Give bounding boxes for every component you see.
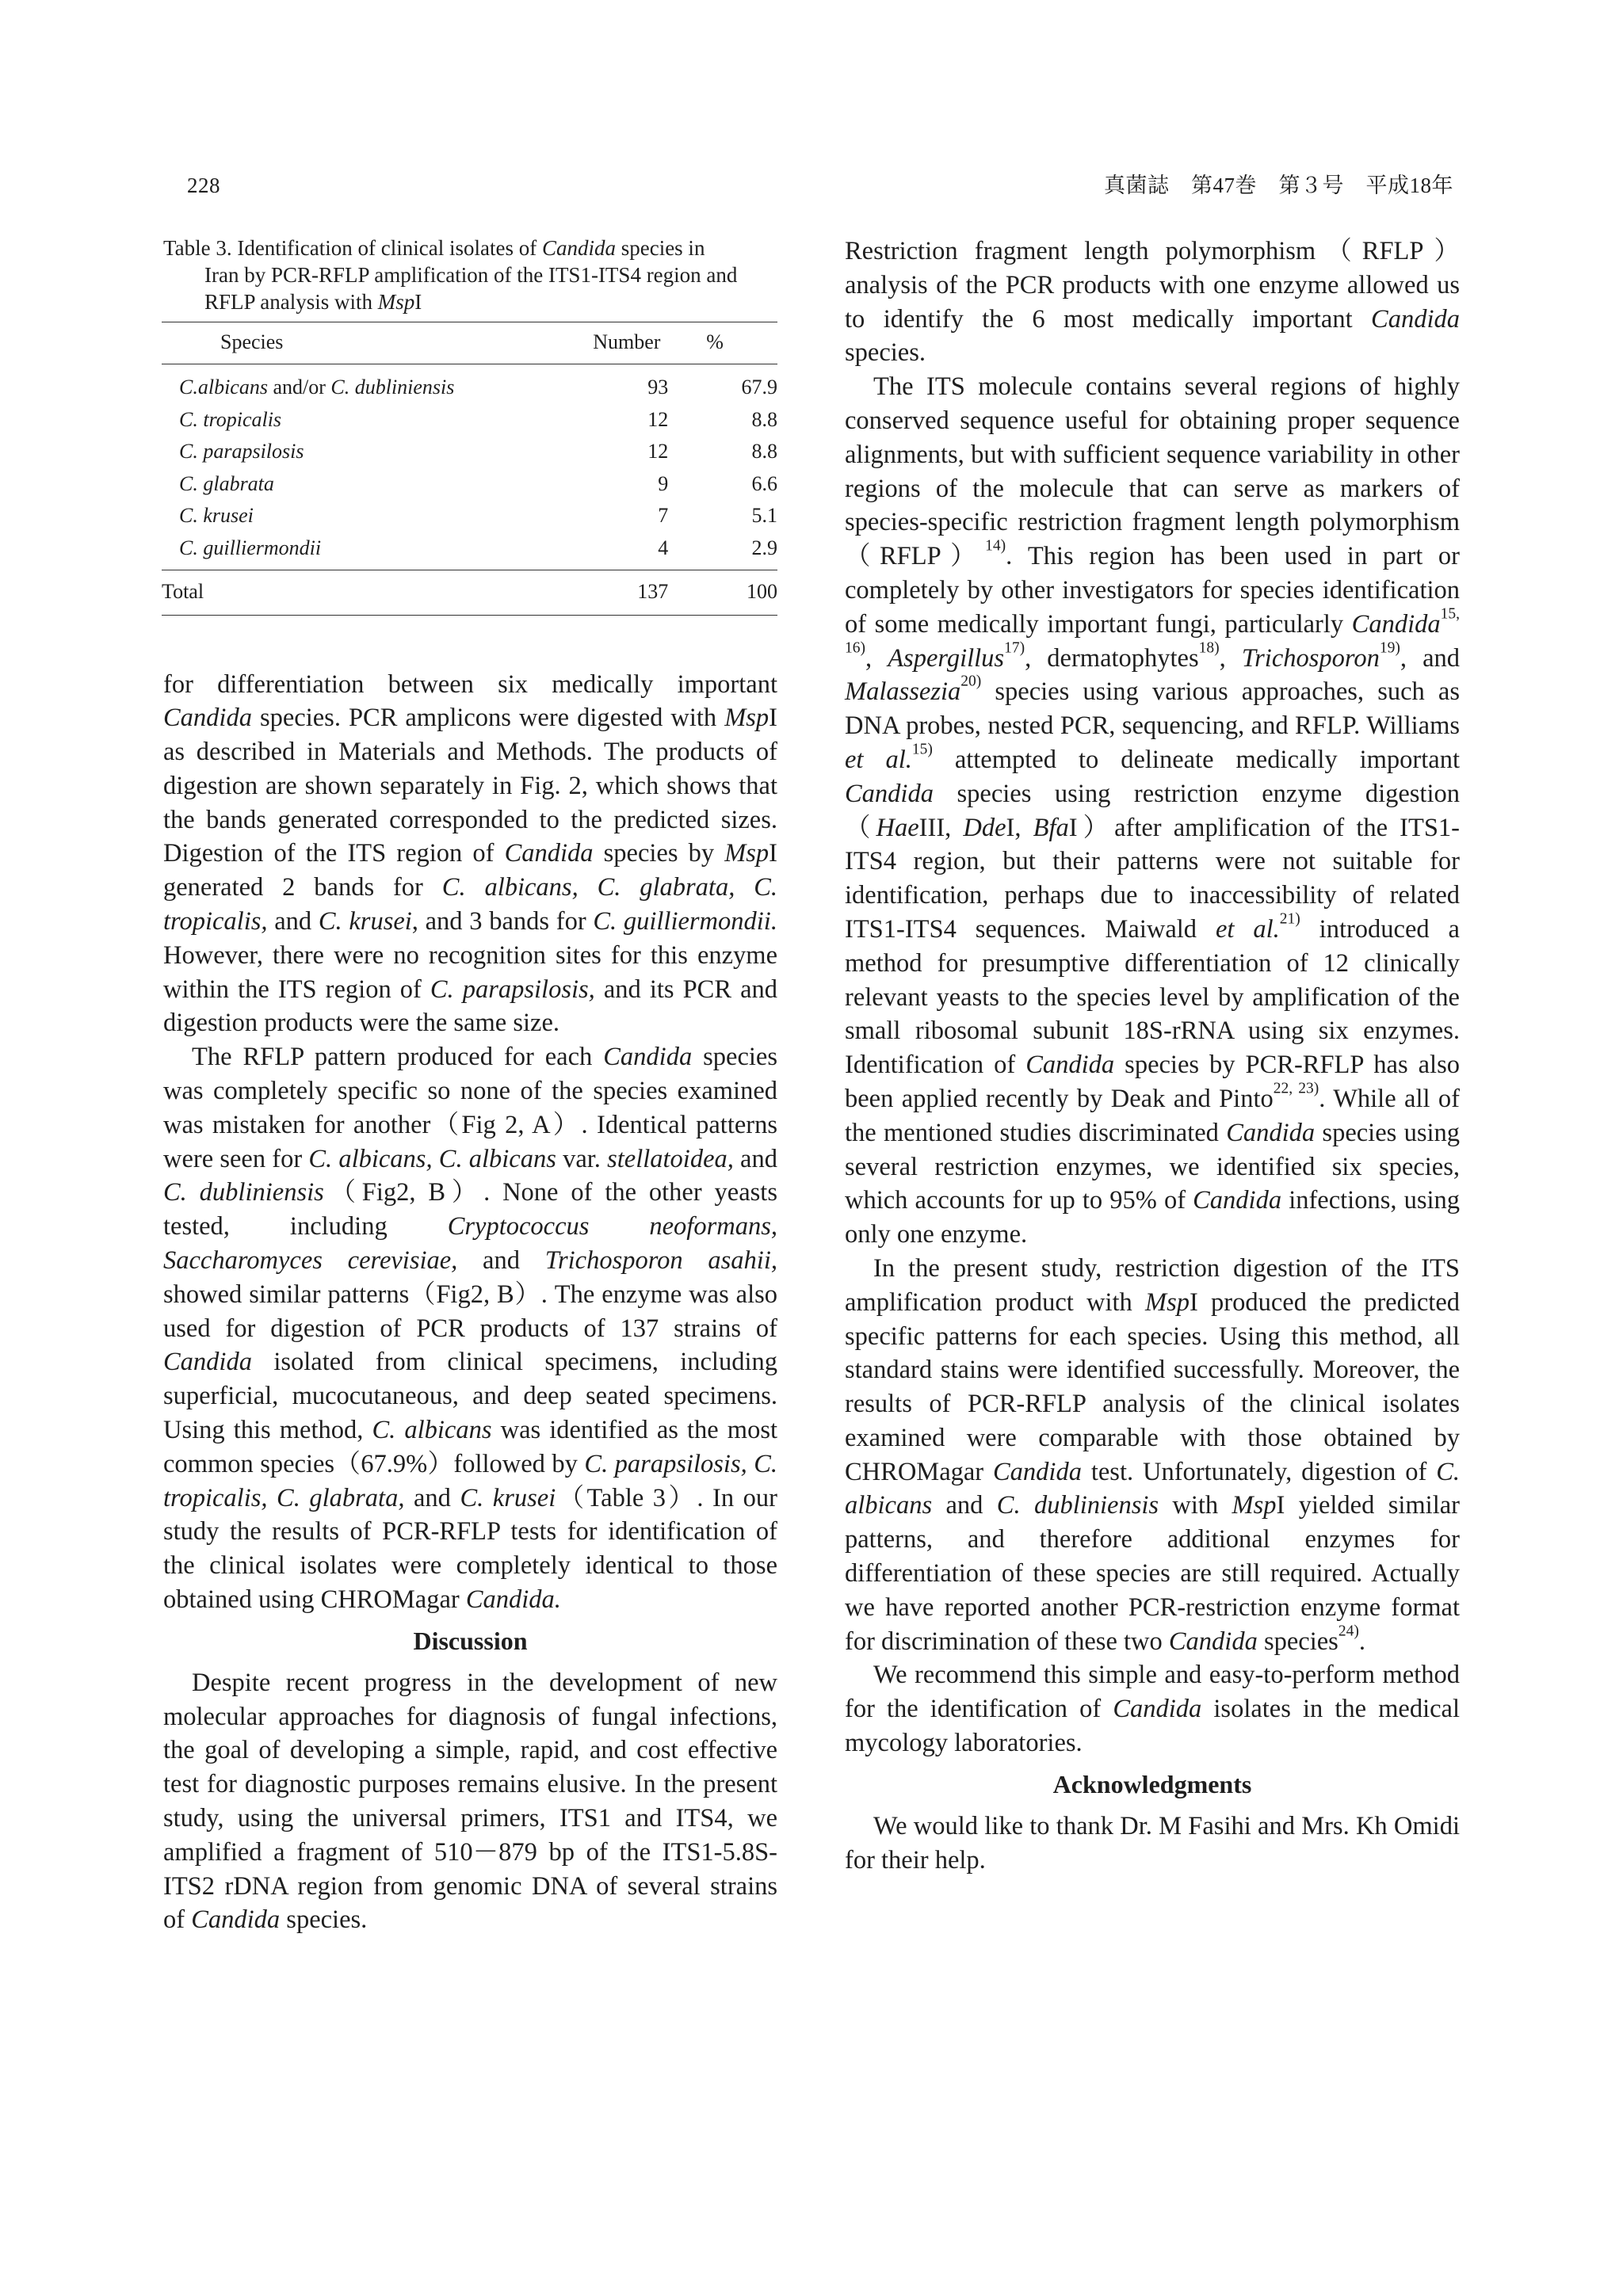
running-header: 真菌誌 第47巻 第３号 平成18年 <box>1104 174 1453 197</box>
discussion-paragraph-2: The ITS molecule contains several regions of highly conserved sequence useful for obtaining proper sequence alignments, but with sufficient sequence variability in other regions of the molecule that can serve as markers of species-specific restriction fragment length polymorphism（RFLP）$^{14)}$. This region has been used in part or completely by other investigators for species identification of some medically important fungi, particularly Candida$^{15, 16)}$, Aspergillus$^{17)}$, dermatophytes$^{18)}$, Trichosporon$^{19)}$, and Malassezia$^{20)}$ species using various approaches, such as DNA probes, nested PCR, sequencing, and RFLP. Williams et al.$^{15)}$ attempted to delineate medically important Candida species using restriction enzyme digestion（HaeIII, DdeI, BfaI）after amplification of the ITS1-ITS4 region, but their patterns were not suitable for identification, perhaps due to inaccessibility of related ITS1-ITS4 sequences. Maiwald et al.$^{21)}$ introduced a method for presumptive differentiation of 12 clinically relevant yeasts to the species level by amplification of the small ribosomal subunit 18S-rRNA using six enzymes. Identification of Candida species by PCR-RFLP has also been applied recently by Deak and Pinto$^{22, 23)}$. While all of the mentioned studies discriminated Candida species using several restriction enzymes, we identified six species, which accounts for up to 95% of Candida infections, using only one enzyme. <box>845 372 1461 1249</box>
col-header-percent: % <box>668 322 777 364</box>
results-paragraph-1: for differentiation between six medically important Candida species. PCR amplicons were digested with MspI as described in Materials and Methods. The products of digestion are shown separately in Fig. 2, which shows that the bands generated corresponded to the predicted sizes. Digestion of the ITS region of Candida species by MspI generated 2 bands for C. albicans, C. glabrata, C. tropicalis, and C. krusei, and 3 bands for C. guilliermondii. However, there were no recognition sites for this enzyme within the ITS region of C. parapsilosis, and its PCR and digestion products were the same size. <box>163 669 777 1038</box>
acknowledgments-heading: Acknowledgments <box>1052 1769 1252 1798</box>
table-row: C. parapsilosis 12 8.8 <box>179 440 777 463</box>
results-paragraph-2: The RFLP pattern produced for each Candida species was completely specific so none of the species examined was mistaken for another（Fig 2, A）. Identical patterns were seen for C. albicans, C. albicans var. stellatoidea, and C. dubliniensis（Fig2, B）. None of the other yeasts tested, including Cryptococcus neoformans, Saccharomyces cerevisiae, and Trichosporon asahii, showed similar patterns（Fig2, B）. The enzyme was also used for digestion of PCR products of 137 strains of Candida isolated from clinical specimens, including superficial, mucocutaneous, and deep seated specimens. Using this method, C. albicans was identified as the most common species（67.9%）followed by C. parapsilosis, C. tropicalis, C. glabrata, and C. krusei（Table 3）. In our study the results of PCR-RFLP tests for identification of the clinical isolates were completely identical to those obtained using CHROMagar Candida. <box>163 1043 778 1615</box>
right-column <box>845 235 1460 1877</box>
table-row: C. glabrata 9 6.6 <box>179 471 777 495</box>
discussion-paragraph-3: In the present study, restriction digestion of the ITS amplification product with MspI produced the predicted specific patterns for each species. Using this method, all standard stains were identified successfully. Moreover, the results of PCR-RFLP analysis of the clinical isolates examined were comparable with those obtained by CHROMagar Candida test. Unfortunately, digestion of C. albicans and C. dubliniensis with MspI yielded similar patterns, and therefore additional enzymes for differentiation of these species are still required. Actually we have reported another PCR-restriction enzyme format for discrimination of these two Candida species$^{24)}$. <box>845 1253 1460 1656</box>
discussion-paragraph-4: We recommend this simple and easy-to-perform method for the identification of Candida isolates in the medical mycology laboratories. <box>845 1661 1460 1758</box>
discussion-heading: Discussion <box>413 1626 528 1655</box>
acknowledgments-paragraph: We would like to thank Dr. M Fasihi and Mrs. Kh Omidi for their help. <box>845 1811 1460 1875</box>
table-3-caption: Table 3. Identification of clinical isolates of Candida species in Iran by PCR-RFLP amplification of the ITS1-ITS4 region and RFLP analysis with MspI <box>163 236 738 314</box>
page-number: 228 <box>187 174 220 197</box>
table-header-row <box>162 322 777 364</box>
left-column <box>163 235 777 1937</box>
table-row: C. krusei 7 5.1 <box>179 504 777 527</box>
table-3 <box>162 322 777 616</box>
col-header-species: Species <box>162 322 543 364</box>
discussion-paragraph-1-cont: Restriction fragment length polymorphism（RFLP）analysis of the PCR products with one enzyme allowed us to identify the 6 most medically important Candida species. <box>845 237 1460 368</box>
table-row: C.albicans and/or C. dubliniensis 93 67.9 <box>179 376 777 399</box>
table-total-row: Total 137 100 <box>162 570 777 615</box>
col-header-number: Number <box>593 322 668 364</box>
table-row: C. guilliermondii 4 2.9 <box>179 536 777 559</box>
table-row: C. tropicalis 12 8.8 <box>179 407 777 431</box>
discussion-paragraph-1: Despite recent progress in the development of new molecular approaches for diagnosis of fungal infections, the goal of developing a simple, rapid, and cost effective test for diagnostic purposes remains elusive. In the present study, using the universal primers, ITS1 and ITS4, we amplified a fragment of 510－879 bp of the ITS1-5.8S-ITS2 rDNA region from genomic DNA of several strains of Candida species. <box>163 1668 777 1935</box>
